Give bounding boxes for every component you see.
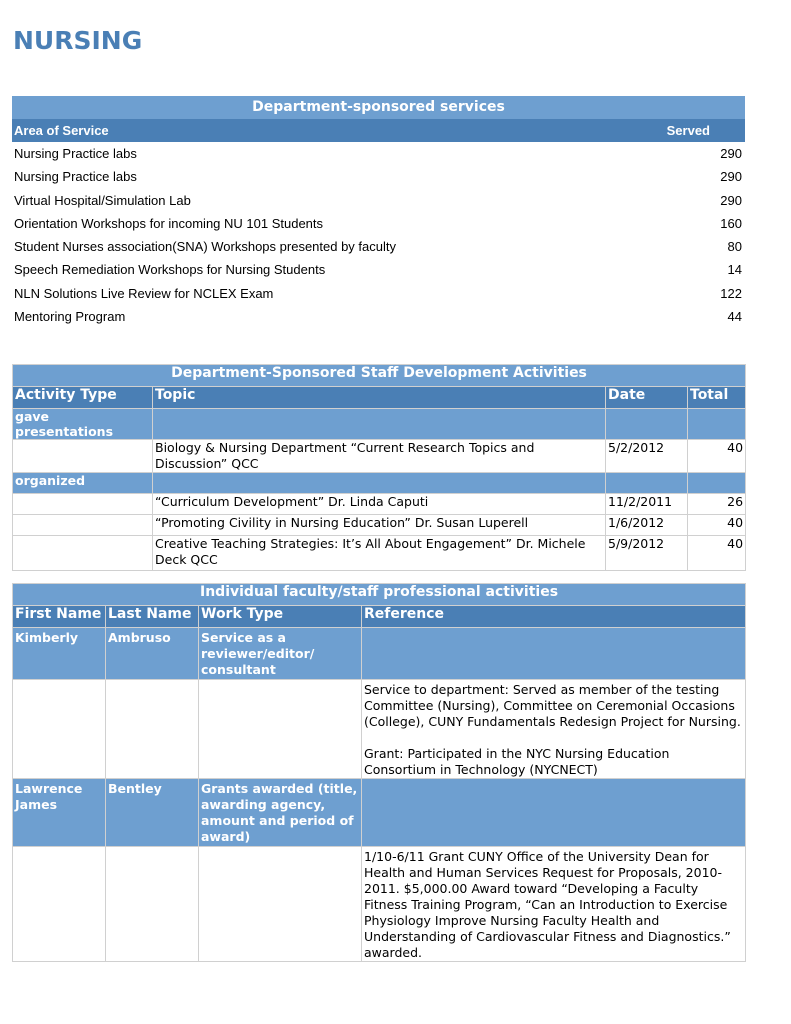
date-cell: 1/6/2012 — [606, 515, 688, 536]
work-type-cell: Grants awarded (title, awarding agency, amount and period of award) — [199, 779, 362, 847]
table-row — [12, 212, 745, 235]
served-cell: 80 — [727, 239, 742, 255]
reference-paragraph: Grant: Participated in the NYC Nursing Education Consortium in Technology (NYCNECT) — [364, 746, 670, 777]
table-row — [12, 235, 745, 258]
served-cell: 290 — [720, 146, 742, 161]
total-cell: 40 — [688, 536, 746, 571]
served-cell: 122 — [720, 285, 742, 301]
col-first-name: First Name — [13, 606, 106, 628]
area-cell: Student Nurses association(SNA) Workshops presented by faculty — [14, 239, 396, 255]
col-date: Date — [606, 387, 688, 409]
date-cell: 5/2/2012 — [606, 440, 688, 473]
col-topic: Topic — [153, 387, 606, 409]
area-cell: Orientation Workshops for incoming NU 101 Students — [14, 215, 324, 231]
topic-cell: Biology & Nursing Department “Current Research Topics and Discussion” QCC — [153, 440, 606, 473]
area-cell: Virtual Hospital/Simulation Lab — [14, 192, 191, 208]
table-row — [12, 165, 745, 188]
work-type-cell: Service as a reviewer/editor/ consultant — [199, 628, 362, 680]
services-header-row — [12, 119, 745, 142]
topic-cell: “Promoting Civility in Nursing Education” Dr. Susan Luperell — [153, 515, 606, 536]
faculty-activities-table — [12, 583, 746, 962]
col-total: Total — [688, 387, 746, 409]
area-cell: Nursing Practice labs — [14, 169, 137, 185]
topic-cell: Creative Teaching Strategies: It’s All About Engagement” Dr. Michele Deck QCC — [153, 536, 606, 571]
reference-cell: 1/10-6/11 Grant CUNY Office of the University Dean for Health and Human Services Request for Proposals, 2010-2011. $5,000.00 Award toward “Developing a Faculty Fitness Training Program, “Can an Introduction to Exercise Physiology Improve Nursing Faculty Health and Understanding of Cardiovascular Fitness and Diagnostics.” awarded. — [362, 847, 746, 962]
date-cell: 11/2/2011 — [606, 494, 688, 515]
area-cell: Mentoring Program — [14, 309, 126, 325]
group-label: organized — [13, 473, 153, 494]
first-name-cell: Kimberly — [13, 628, 106, 680]
reference-cell — [362, 680, 746, 779]
last-name-cell: Bentley — [106, 779, 199, 847]
col-activity-type: Activity Type — [13, 387, 153, 409]
area-cell: Speech Remediation Workshops for Nursing Students — [14, 262, 326, 278]
table-row — [12, 282, 745, 305]
staff-development-table — [12, 364, 746, 571]
area-cell: Nursing Practice labs — [14, 146, 137, 161]
served-cell: 44 — [727, 309, 742, 325]
table-row — [12, 142, 745, 165]
table-row — [12, 189, 745, 212]
served-cell: 14 — [727, 262, 742, 278]
served-cell: 290 — [720, 169, 742, 185]
served-cell: 160 — [720, 215, 742, 231]
table-row — [12, 258, 745, 281]
reference-paragraph: Service to department: Served as member of the testing Committee (Nursing), Committee on Ceremonial Occasions (College), CUNY Fundamentals Redesign Project for Nursing. — [364, 682, 741, 729]
col-work-type: Work Type — [199, 606, 362, 628]
col-last-name: Last Name — [106, 606, 199, 628]
col-served: Served — [666, 123, 710, 138]
services-table — [12, 96, 745, 328]
topic-cell: “Curriculum Development” Dr. Linda Caputi — [153, 494, 606, 515]
faculty-caption: Individual faculty/staff professional activities — [13, 584, 746, 606]
page-title: NURSING — [13, 26, 143, 55]
table-row — [12, 305, 745, 328]
total-cell: 40 — [688, 440, 746, 473]
total-cell: 40 — [688, 515, 746, 536]
first-name-cell: Lawrence James — [13, 779, 106, 847]
staff-dev-caption: Department-Sponsored Staff Development Activities — [13, 365, 746, 387]
col-reference: Reference — [362, 606, 746, 628]
served-cell: 290 — [720, 192, 742, 208]
date-cell: 5/9/2012 — [606, 536, 688, 571]
col-area-of-service: Area of Service — [14, 123, 109, 138]
group-label: gave presentations — [13, 409, 153, 440]
total-cell: 26 — [688, 494, 746, 515]
last-name-cell: Ambruso — [106, 628, 199, 680]
services-caption: Department-sponsored services — [12, 96, 745, 119]
area-cell: NLN Solutions Live Review for NCLEX Exam — [14, 285, 274, 301]
